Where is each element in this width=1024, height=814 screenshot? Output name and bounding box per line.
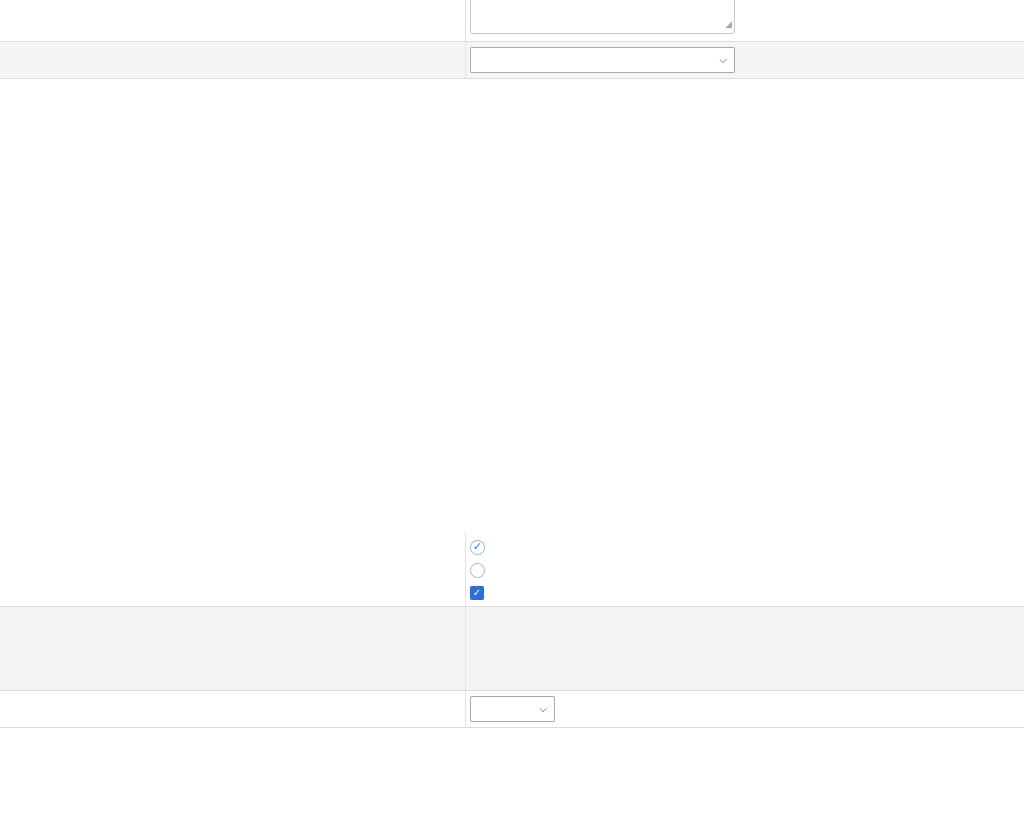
vat-label: [0, 691, 461, 727]
kody-textarea[interactable]: [470, 0, 735, 34]
radio-unchecked[interactable]: [470, 563, 485, 578]
sklep-label: [0, 532, 461, 606]
row-kody-towarow: [0, 0, 1024, 42]
row-stawka-vat: [0, 691, 1024, 728]
row-jednostka-miary: [0, 42, 1024, 79]
vat-select[interactable]: [470, 696, 555, 722]
check-icon: ✓: [472, 540, 483, 553]
sklep-shop-polzoo[interactable]: [470, 582, 490, 605]
chevron-down-icon: ⌵: [539, 703, 547, 715]
chevron-down-icon: ⌵: [719, 54, 727, 66]
przedzial-label: [0, 607, 461, 690]
radio-checked[interactable]: [470, 540, 485, 555]
jednostka-label: [0, 42, 461, 78]
checkbox-checked-icon[interactable]: ✓: [470, 586, 484, 600]
sklep-option-1[interactable]: [470, 536, 493, 559]
jednostka-select[interactable]: [470, 47, 735, 73]
resize-grip-icon[interactable]: ◢: [725, 19, 732, 29]
row-przedzial-cenowy: [0, 607, 1024, 691]
row-sklep: [0, 532, 1024, 607]
sklep-option-2[interactable]: [470, 559, 493, 582]
